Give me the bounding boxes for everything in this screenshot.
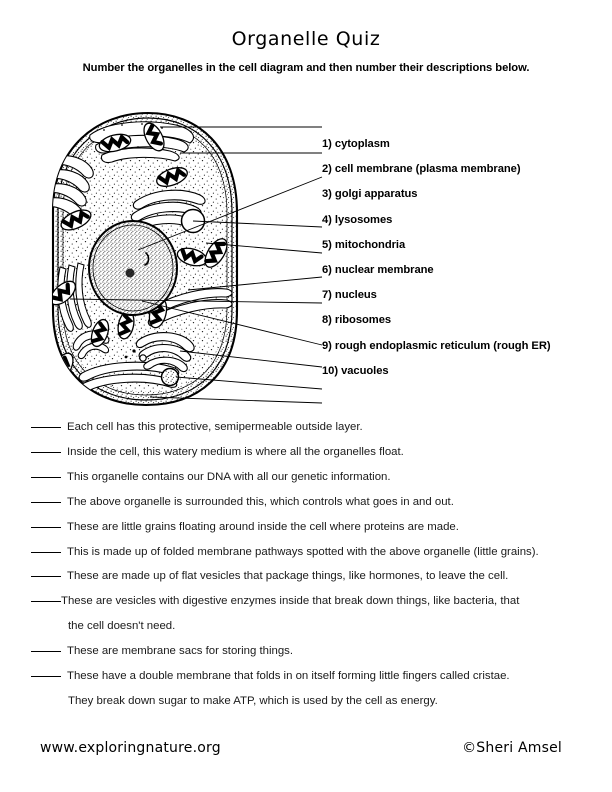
nucleolus [126, 269, 135, 278]
description-text: These have a double membrane that folds in on itself forming little fingers called cristae. [67, 670, 510, 683]
organelle-item-ribosomes: 8) ribosomes [322, 314, 392, 327]
description-row [31, 490, 591, 515]
organelle-item-mitochondria: 5) mitochondria [322, 238, 406, 251]
organelle-item-golgi: 3) golgi apparatus [322, 188, 418, 201]
answer-blank[interactable] [31, 527, 61, 528]
organelle-item-cytoplasm: 1) cytoplasm [322, 138, 390, 150]
answer-blank[interactable] [31, 427, 61, 428]
footer-copyright-credit: ©Sheri Amsel [462, 740, 562, 756]
description-text: These are made up of flat vesicles that package things, like hormones, to leave the cell. [67, 570, 509, 583]
instructions-text: Number the organelles in the cell diagram and then number their descriptions below. [82, 62, 530, 74]
description-row [31, 415, 591, 440]
description-row [31, 540, 591, 565]
answer-blank[interactable] [31, 477, 61, 478]
answer-blank[interactable] [31, 502, 61, 503]
description-text: This organelle contains our DNA with all our genetic information. [67, 470, 391, 483]
lysosome [140, 355, 146, 361]
organelle-list [322, 132, 607, 384]
description-text: The above organelle is surrounded this, which controls what goes in and out. [67, 495, 454, 508]
answer-blank[interactable] [31, 576, 61, 577]
description-row [31, 440, 591, 465]
organelle-item-cell: 2) cell membrane (plasma membrane) [322, 163, 521, 176]
description-continuation [31, 614, 591, 639]
page-title: Organelle Quiz [231, 28, 381, 50]
description-row [31, 589, 591, 614]
description-row [31, 465, 591, 490]
footer-website-url[interactable]: www.exploringnature.org [40, 740, 221, 756]
answer-blank[interactable] [31, 452, 61, 453]
description-text: the cell doesn't need. [68, 620, 176, 633]
organelle-item-vacuoles: 10) vacuoles [322, 364, 389, 377]
description-text: These are vesicles with digestive enzymes inside that break down things, like bacteria, that [61, 595, 520, 608]
organelle-item-rough: 9) rough endoplasmic reticulum (rough ER) [322, 339, 551, 352]
answer-blank[interactable] [31, 601, 61, 602]
answer-blank[interactable] [31, 651, 61, 652]
description-text: This is made up of folded membrane pathways spotted with the above organelle (little grains). [67, 545, 539, 558]
description-text: Inside the cell, this watery medium is where all the organelles float. [67, 445, 404, 458]
vacuole-lower [162, 369, 179, 386]
description-list [31, 415, 591, 714]
description-text: Each cell has this protective, semipermeable outside layer. [67, 421, 363, 433]
description-row [31, 515, 591, 540]
answer-blank[interactable] [31, 552, 61, 553]
description-text: These are little grains floating around inside the cell where proteins are made. [67, 520, 459, 533]
organelle-item-lysosomes: 4) lysosomes [322, 213, 393, 226]
organelle-item-nuclear: 6) nuclear membrane [322, 264, 434, 277]
description-row [31, 564, 591, 589]
footer [0, 740, 612, 764]
description-continuation [31, 689, 591, 714]
organelle-item-nucleus: 7) nucleus [322, 289, 377, 302]
description-text: They break down sugar to make ATP, which is used by the cell as energy. [68, 694, 438, 707]
animal-cell-diagram [30, 105, 330, 415]
description-row [31, 639, 591, 664]
description-row [31, 664, 591, 689]
answer-blank[interactable] [31, 676, 61, 677]
description-text: These are membrane sacs for storing things. [67, 645, 294, 658]
